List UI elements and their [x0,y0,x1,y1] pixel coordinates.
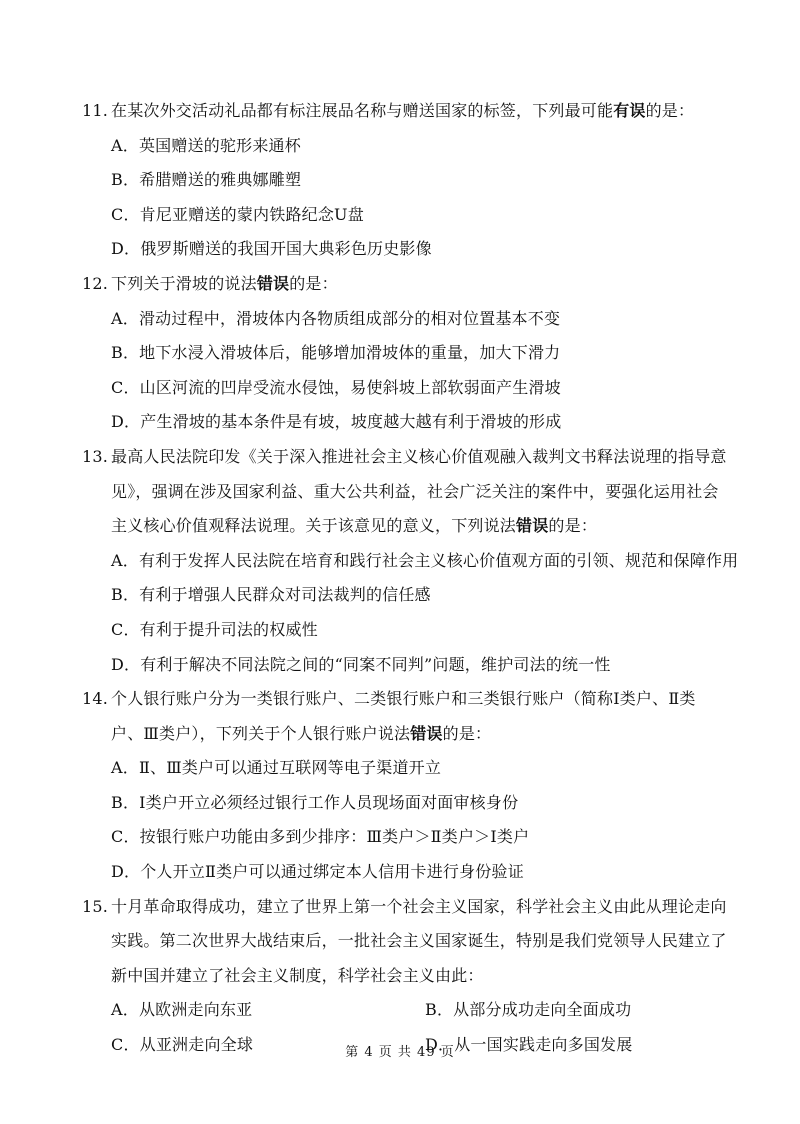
option-a: A．滑动过程中，滑坡体内各物质组成部分的相对位置基本不变 [111,308,561,328]
option-a: A．Ⅱ、Ⅲ类户可以通过互联网等电子渠道开立 [111,758,442,778]
option-c: C．按银行账户功能由多到少排序：Ⅲ类户＞Ⅱ类户＞Ⅰ类户 [111,827,530,847]
question-number: 11. [82,101,109,120]
stem-text: 主义核心价值观释法说理。关于该意见的意义，下列说法 [111,516,517,536]
option-d: D．有利于解决不同法院之间的“同案不同判”问题，维护司法的统一性 [111,654,611,674]
option-a: A．有利于发挥人民法院在培育和践行社会主义核心价值观方面的引领、规范和保障作用 [111,550,739,570]
option-b: B．地下水浸入滑坡体后，能够增加滑坡体的重量，加大下滑力 [111,343,561,363]
stem-text: 在某次外交活动礼品都有标注展品名称与赠送国家的标签，下列最可能 [111,101,614,120]
stem-text: 户、Ⅲ类户），下列关于个人银行账户说法 [111,723,411,743]
option-b: B．Ⅰ类户开立必须经过银行工作人员现场面对面审核身份 [111,792,519,812]
question-stem-line [82,890,762,925]
question-stem-line [82,267,762,302]
stem-emphasis: 错误 [410,723,443,743]
page-footer: 第 4 页 共 49 页 [345,1045,455,1060]
stem-text: 新中国并建立了社会主义制度，科学社会主义由此： [111,965,484,985]
question-number: 15. [82,896,109,916]
question-stem-line [82,682,762,717]
question-stem-line [82,959,762,994]
stem-text: 最高人民法院印发《关于深入推进社会主义核心价值观融入裁判文书释法说理的指导意 [111,446,727,466]
stem-text: 见》，强调在涉及国家利益、重大公共利益，社会广泛关注的案件中，要强化运用社会 [111,481,719,501]
stem-emphasis: 错误 [256,273,290,293]
stem-emphasis: 有误 [613,101,646,120]
option-c: C．有利于提升司法的权威性 [111,619,318,639]
stem-text-end: 的是： [548,516,598,536]
stem-emphasis: 错误 [516,516,549,536]
option-c: C．山区河流的凹岸受流水侵蚀，易使斜坡上部软弱面产生滑坡 [111,377,561,397]
question-15 [82,890,762,1063]
question-12 [82,267,762,440]
question-11 [82,94,762,267]
option-c: C．肯尼亚赠送的蒙内铁路纪念U盘 [111,204,364,224]
option-d: D．从一国实践走向多国发展 [425,1035,633,1055]
question-14 [82,682,762,890]
question-stem-line [82,717,762,752]
question-number: 13. [82,446,109,466]
question-stem-line [82,509,762,544]
option-a: A．从欧洲走向东亚 [111,1000,253,1020]
stem-text: 实践。第二次世界大战结束后，一批社会主义国家诞生，特别是我们党领导人民建立了 [111,931,727,951]
option-row [82,993,762,1028]
question-number: 12. [82,273,109,293]
stem-text: 下列关于滑坡的说法 [111,273,257,293]
option-d: D．产生滑坡的基本条件是有坡，坡度越大越有利于滑坡的形成 [111,412,562,432]
option-d: D．个人开立Ⅱ类户可以通过绑定本人信用卡进行身份验证 [111,862,524,882]
option-a: A．英国赠送的驼形来通杯 [111,135,301,155]
question-stem-line [82,924,762,959]
stem-text-end: 的是： [289,273,338,293]
question-stem-line [82,94,762,129]
option-c: C．从亚洲走向全球 [111,1035,254,1055]
stem-text: 个人银行账户分为一类银行账户、二类银行账户和三类银行账户（简称Ⅰ类户、Ⅱ类 [111,689,696,709]
question-stem-line [82,440,762,475]
stem-text-end: 的是： [442,723,492,743]
question-number: 14. [82,689,109,709]
stem-text-end: 的是： [645,101,695,120]
question-13 [82,440,762,682]
question-list [82,94,762,1063]
option-b: B．有利于增强人民群众对司法裁判的信任感 [111,585,431,605]
option-b: B．希腊赠送的雅典娜雕塑 [111,170,302,190]
question-stem-line [82,475,762,510]
option-d: D．俄罗斯赠送的我国开国大典彩色历史影像 [111,239,432,259]
option-b: B．从部分成功走向全面成功 [425,1000,632,1020]
stem-text: 十月革命取得成功，建立了世界上第一个社会主义国家，科学社会主义由此从理论走向 [111,896,727,916]
